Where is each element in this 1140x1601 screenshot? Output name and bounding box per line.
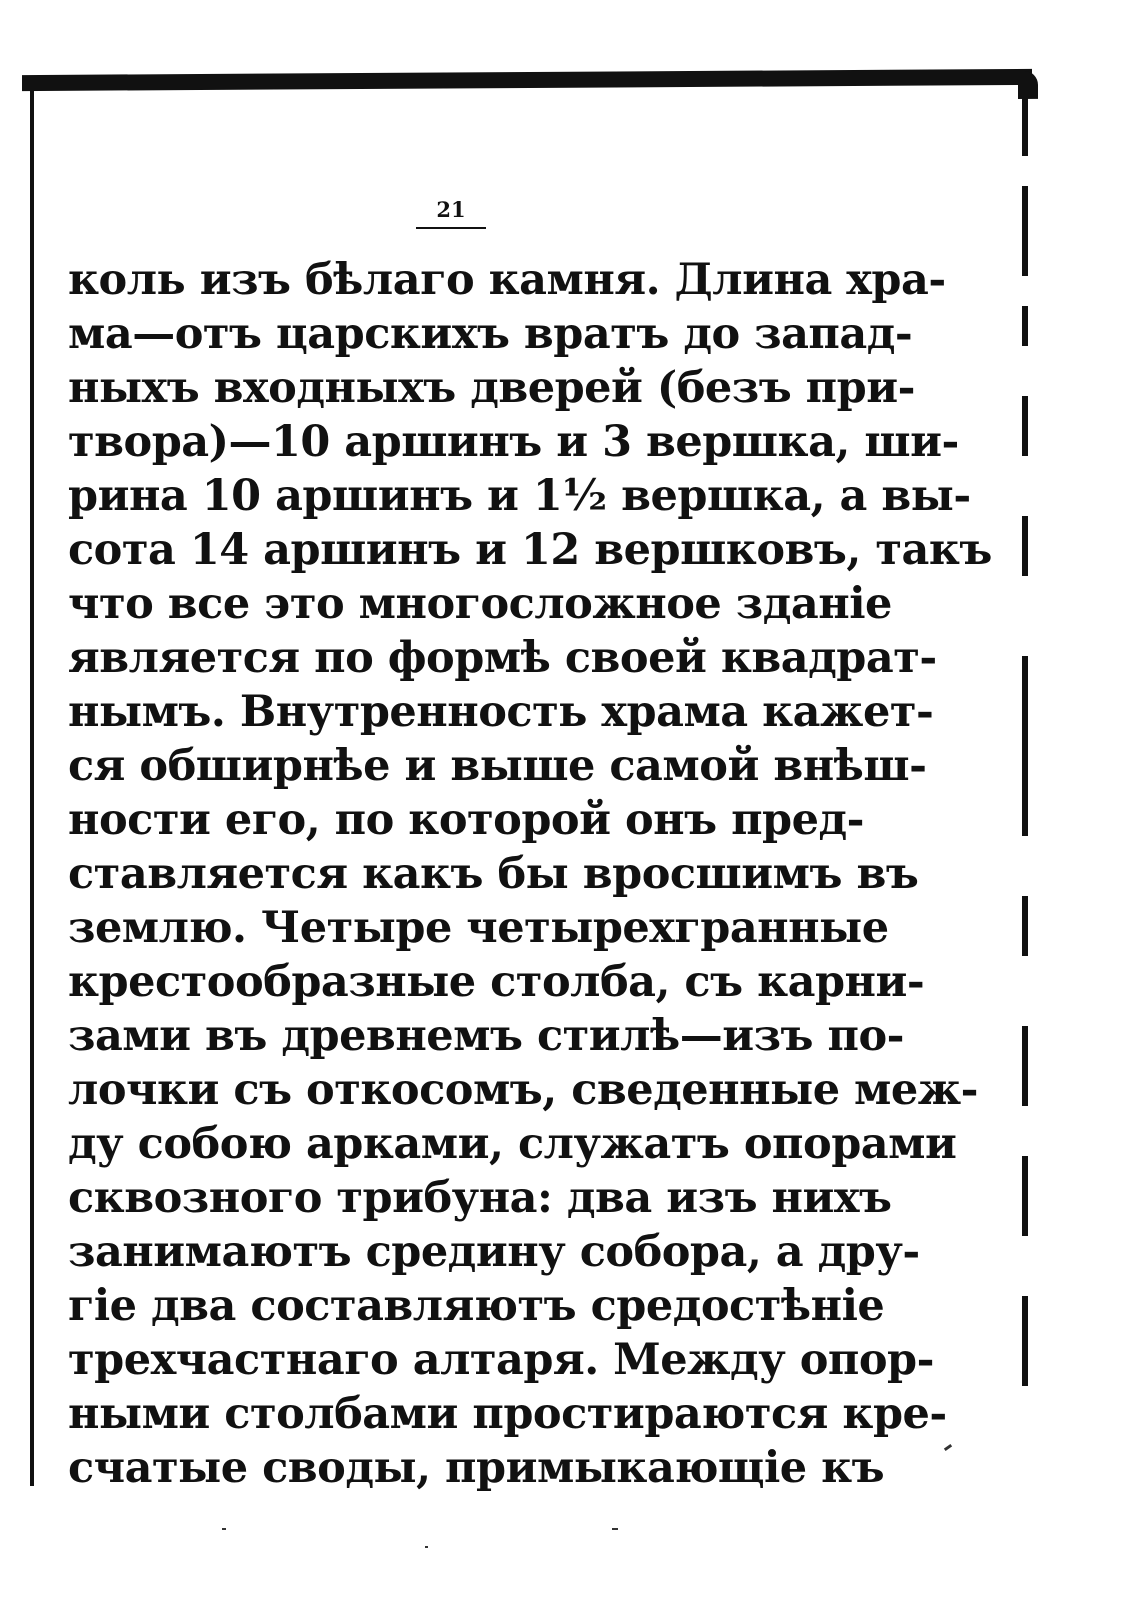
text-line: ся обширнѣе и выше самой внѣш- [68,741,927,791]
text-line: ными столбами простираются кре- [68,1389,947,1439]
text-line: крестообразные столба, съ карни- [68,957,925,1007]
page-border-left [30,86,34,1486]
text-line: ду собою арками, служатъ опорами [68,1119,957,1169]
text-line: ныхъ входныхъ дверей (безъ при- [68,363,915,413]
text-line: счатые своды, примыкающіе къ [68,1443,885,1493]
text-line: твора)—10 аршинъ и 3 вершка, ши- [68,417,959,467]
scan-speck [944,1444,952,1451]
text-line: ности его, по которой онъ пред- [68,795,864,845]
text-line: сквозного трибуна: два изъ нихъ [68,1173,892,1223]
page-border-right [1022,96,1028,1386]
page-border-top [22,69,1032,91]
body-text [68,253,992,1495]
text-line: лочки съ откосомъ, сведенные меж- [68,1065,979,1115]
text-line: сота 14 аршинъ и 12 вершковъ, такъ [68,525,992,575]
scan-speck [612,1528,618,1530]
page-number-rule [416,227,486,229]
scan-speck [222,1528,226,1530]
scan-speck [425,1546,428,1548]
text-line: ставляется какъ бы вросшимъ въ [68,849,919,899]
text-line: зами въ древнемъ стилѣ—изъ по- [68,1011,905,1061]
text-line: землю. Четыре четырехгранные [68,903,889,953]
text-line: занимаютъ средину собора, а дру- [68,1227,920,1277]
text-line: трехчастнаго алтаря. Между опор- [68,1335,934,1385]
text-line: коль изъ бѣлаго камня. Длина хра- [68,255,946,305]
text-line: гіе два составляютъ средостѣніе [68,1281,885,1331]
page-number: 21 [436,197,466,222]
text-line: является по формѣ своей квадрат- [68,633,937,683]
text-line: нымъ. Внутренность храма кажет- [68,687,934,737]
text-line: что все это многосложное зданіе [68,579,892,629]
text-line: рина 10 аршинъ и 1½ вершка, а вы- [68,471,971,521]
text-line: ма—отъ царскихъ вратъ до запад- [68,309,913,359]
